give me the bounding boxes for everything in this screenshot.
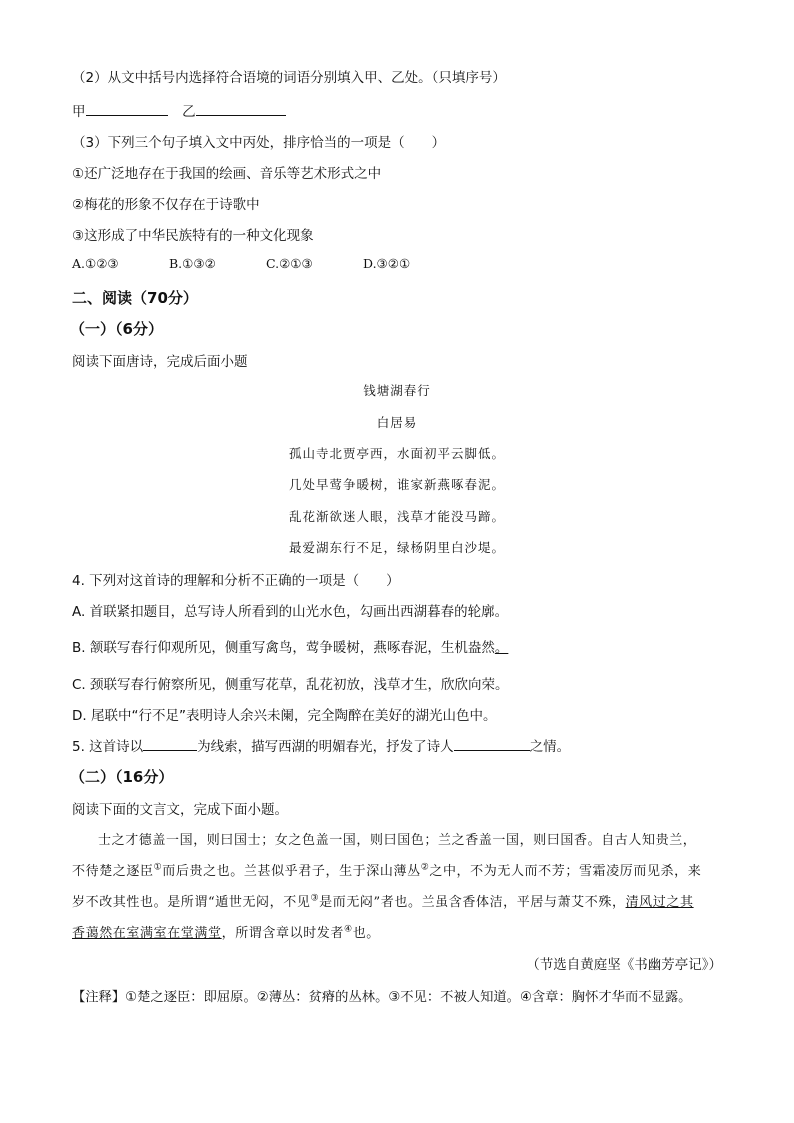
underlined-sentence-part-2: 香蔼然在室满室在堂满堂 bbox=[72, 926, 222, 941]
q5-line bbox=[72, 735, 570, 755]
part-2-title: （二）（16分） bbox=[70, 768, 174, 786]
yi-blank[interactable] bbox=[196, 101, 286, 116]
q4-option-b-text: B. 颔联写春行仰观所见，侧重写禽鸟，莺争暖树，燕啄春泥，生机盎然 bbox=[72, 640, 495, 656]
q4-option-a[interactable]: A. 首联紧扣题目，总写诗人所看到的山光水色，勾画出西湖暮春的轮廓。 bbox=[72, 604, 509, 620]
q4-option-b-mark: 。 bbox=[494, 640, 509, 656]
poem-line-3: 乱花渐欲迷人眼，浅草才能没马蹄。 bbox=[288, 509, 505, 524]
poem-line-1: 孤山寺北贾亭西，水面初平云脚低。 bbox=[288, 446, 505, 461]
note-marker-1: ① bbox=[153, 862, 163, 873]
yi-label: 乙 bbox=[182, 104, 196, 120]
q4-option-d[interactable]: D. 尾联中“行不足”表明诗人余兴未阑，完全陶醉在美好的湖光山色中。 bbox=[72, 708, 497, 724]
q4-prompt: 4. 下列对这首诗的理解和分析不正确的一项是（ ） bbox=[72, 573, 400, 589]
jia-blank[interactable] bbox=[86, 101, 168, 116]
q3-sentence-2: ②梅花的形象不仅存在于诗歌中 bbox=[72, 197, 260, 213]
q3-sentence-3: ③这形成了中华民族特有的一种文化现象 bbox=[72, 228, 314, 244]
note-marker-2: ② bbox=[420, 862, 430, 873]
q5-blank-1[interactable] bbox=[143, 736, 197, 751]
poem-title: 钱塘湖春行 bbox=[363, 383, 431, 398]
classical-line-4 bbox=[72, 922, 724, 941]
classical-l3b: 是而无闷”者也。兰虽含香体洁，平居与萧艾不殊， bbox=[319, 895, 626, 910]
note-marker-3: ③ bbox=[310, 893, 320, 904]
q2-fill-line bbox=[72, 100, 286, 120]
classical-line-3 bbox=[72, 891, 724, 910]
classical-l4c: 也。 bbox=[352, 926, 380, 941]
poem-author: 白居易 bbox=[376, 415, 418, 430]
classical-l2c: 之中，不为无人而不芳；雪霜凌厉而见杀，来 bbox=[429, 864, 702, 879]
q3-prompt: （3）下列三个句子填入文中丙处，排序恰当的一项是（ ） bbox=[72, 135, 446, 151]
poem-line-4: 最爱湖东行不足，绿杨阴里白沙堤。 bbox=[288, 540, 505, 555]
q3-option-c[interactable]: C.②①③ bbox=[266, 256, 313, 271]
q3-option-b[interactable]: B.①③② bbox=[169, 256, 216, 271]
q3-option-d[interactable]: D.③②① bbox=[363, 256, 411, 271]
q5-part-c: 之情。 bbox=[529, 739, 571, 755]
part-2-intro: 阅读下面的文言文，完成下面小题。 bbox=[72, 802, 288, 818]
classical-l2a: 不待楚之逐臣 bbox=[72, 864, 154, 879]
q5-blank-2[interactable] bbox=[454, 736, 530, 751]
part-1-title: （一）（6分） bbox=[70, 320, 163, 338]
q2-prompt: （2）从文中括号内选择符合语境的词语分别填入甲、乙处。（只填序号） bbox=[72, 70, 506, 86]
passage-source: （节选自黄庭坚《书幽芳亭记》） bbox=[526, 957, 722, 973]
q3-option-a[interactable]: A.①②③ bbox=[72, 256, 119, 271]
section-2-title: 二、阅读（70分） bbox=[72, 289, 198, 307]
q4-option-c[interactable]: C. 颈联写春行俯察所见，侧重写花草，乱花初放，浅草才生，欣欣向荣。 bbox=[72, 677, 509, 693]
q5-part-a: 5. 这首诗以 bbox=[72, 739, 144, 755]
q4-option-b[interactable] bbox=[72, 636, 508, 656]
q3-options bbox=[72, 256, 410, 271]
classical-line-2 bbox=[72, 860, 724, 879]
jia-label: 甲 bbox=[72, 104, 86, 120]
classical-line-1: 士之才德盖一国，则曰国士；女之色盖一国，则曰国色；兰之香盖一国，则曰国香。自古人知贵兰， bbox=[98, 833, 697, 848]
q3-sentence-1: ①还广泛地存在于我国的绘画、音乐等艺术形式之中 bbox=[72, 166, 382, 182]
poem-line-2: 几处早莺争暖树，谁家新燕啄春泥。 bbox=[288, 477, 505, 492]
classical-l4b: ，所谓含章以时发者 bbox=[221, 926, 345, 941]
classical-l2b: 而后贵之也。兰甚似乎君子，生于深山薄丛 bbox=[162, 864, 421, 879]
annotations: 【注释】①楚之逐臣：即屈原。②薄丛：贫瘠的丛林。③不见：不被人知道。④含章：胸怀才华而不显露。 bbox=[72, 990, 692, 1005]
q5-part-b: 为线索，描写西湖的明媚春光，抒发了诗人 bbox=[197, 739, 454, 755]
note-marker-4: ④ bbox=[344, 924, 353, 935]
part-1-intro: 阅读下面唐诗，完成后面小题 bbox=[72, 354, 248, 370]
underlined-sentence-part-1: 清风过之其 bbox=[625, 895, 694, 910]
classical-l3: 岁不改其性也。是所谓“遁世无闷，不见 bbox=[72, 895, 311, 910]
